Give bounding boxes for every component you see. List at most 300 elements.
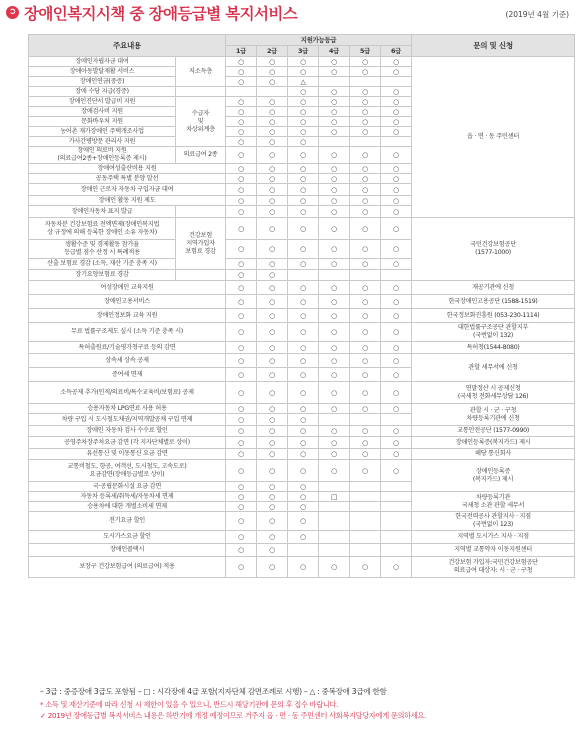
eligibility-mark: ○: [288, 196, 319, 206]
eligibility-mark: ○: [288, 426, 319, 437]
eligibility-mark: ○: [350, 368, 381, 382]
table-row: [29, 460, 575, 482]
eligibility-mark: ○: [381, 117, 412, 127]
inquiry-contact: 해당 통신회사: [412, 449, 575, 460]
title-bar: [0, 0, 579, 26]
eligibility-mark: ○: [226, 404, 257, 414]
eligibility-mark: ○: [226, 482, 257, 492]
service-name: 자동차분 건강보험료 전액면제(장애인복지법 상 규정에 의해 등록한 장애인 소유 자동차): [29, 218, 176, 240]
eligibility-mark: ○: [381, 218, 412, 240]
grade-header: 4급: [319, 46, 350, 57]
eligibility-mark: ○: [257, 240, 288, 259]
eligibility-mark: ○: [288, 184, 319, 196]
eligibility-mark: ○: [319, 368, 350, 382]
eligibility-mark: ○: [288, 531, 319, 544]
eligibility-mark: [381, 270, 412, 281]
eligibility-category: 의료급여 2종: [176, 147, 226, 164]
eligibility-mark: ○: [257, 259, 288, 270]
eligibility-mark: ○: [319, 184, 350, 196]
eligibility-mark: ○: [319, 87, 350, 97]
eligibility-mark: ○: [381, 174, 412, 184]
eligibility-mark: ○: [381, 259, 412, 270]
table-row: [29, 342, 575, 354]
eligibility-mark: ○: [381, 342, 412, 354]
service-name: 교통비철도, 항공, 여객선, 도시철도, 고속도로) 요금감면(장애등급별로 상이): [29, 460, 226, 482]
service-name: 장애인진단서 발급비 지원: [29, 97, 176, 107]
eligibility-mark: ○: [288, 281, 319, 295]
service-name: 상속세 상속 공제: [29, 354, 226, 368]
eligibility-category-empty: [176, 206, 226, 218]
grade-header: 2급: [257, 46, 288, 57]
service-name: 장애인콜택시: [29, 544, 226, 557]
inquiry-contact: 대한법률구조공단 관할지부 (국번없이 132): [412, 323, 575, 342]
eligibility-mark: ○: [381, 57, 412, 67]
service-name: 도시가스요금 할인: [29, 531, 226, 544]
eligibility-mark: ○: [288, 404, 319, 414]
eligibility-mark: ○: [226, 354, 257, 368]
inquiry-contact: 읍 · 면 · 동 주민센터: [412, 57, 575, 218]
eligibility-mark: ○: [381, 206, 412, 218]
eligibility-mark: ○: [350, 295, 381, 309]
eligibility-mark: ○: [226, 57, 257, 67]
eligibility-mark: ○: [350, 174, 381, 184]
eligibility-mark: ○: [226, 240, 257, 259]
eligibility-mark: ○: [350, 117, 381, 127]
service-name: 무료 법률구조제도 실시 (소득 기준 충족 시): [29, 323, 226, 342]
eligibility-mark: ○: [381, 67, 412, 77]
eligibility-mark: ○: [381, 164, 412, 174]
table-row: [29, 295, 575, 309]
eligibility-mark: ○: [319, 382, 350, 404]
eligibility-mark: ○: [319, 164, 350, 174]
inquiry-contact: 장애인등록증 (복지카드) 제시: [412, 460, 575, 492]
eligibility-mark: ○: [257, 437, 288, 449]
eligibility-mark: ○: [257, 342, 288, 354]
eligibility-mark: ○: [257, 492, 288, 502]
service-name: 장애 수당 지급(경증): [29, 87, 176, 97]
table-row: [29, 512, 575, 531]
table-row: [29, 449, 575, 460]
eligibility-mark: ○: [257, 107, 288, 117]
eligibility-mark: ○: [226, 323, 257, 342]
eligibility-mark: [350, 77, 381, 87]
eligibility-mark: ○: [257, 449, 288, 460]
eligibility-mark: ○: [257, 147, 288, 164]
eligibility-mark: ○: [257, 512, 288, 531]
eligibility-mark: ○: [319, 323, 350, 342]
eligibility-mark: ○: [257, 137, 288, 147]
eligibility-mark: ○: [288, 482, 319, 492]
service-name: 유선통신 및 이동통신 요금 감면: [29, 449, 226, 460]
eligibility-mark: ○: [226, 426, 257, 437]
eligibility-mark: [319, 512, 350, 531]
eligibility-mark: ○: [226, 107, 257, 117]
eligibility-mark: ○: [288, 137, 319, 147]
eligibility-mark: ○: [226, 309, 257, 323]
table-row: [29, 544, 575, 557]
eligibility-mark: [350, 137, 381, 147]
eligibility-mark: ○: [288, 67, 319, 77]
service-name: 장애인 활동 지원 제도: [29, 196, 226, 206]
inquiry-contact: 차량등록기관 국세청 소관 관할 세무서: [412, 492, 575, 512]
eligibility-mark: ○: [381, 368, 412, 382]
grade-header: 5급: [350, 46, 381, 57]
eligibility-mark: ○: [350, 67, 381, 77]
eligibility-mark: ○: [226, 97, 257, 107]
eligibility-mark: ○: [257, 544, 288, 557]
eligibility-mark: ○: [257, 127, 288, 137]
service-name: 산출 보험료 경감 (소득, 재산 기준 충족 시): [29, 259, 176, 270]
eligibility-mark: ○: [226, 382, 257, 404]
eligibility-mark: ○: [288, 117, 319, 127]
service-name: 보장구 건강보험급여 (의료급여) 적용: [29, 557, 226, 578]
eligibility-mark: ○: [319, 174, 350, 184]
inquiry-contact: 장애인등록증(복지카드) 제시: [412, 437, 575, 449]
eligibility-mark: ○: [288, 382, 319, 404]
eligibility-mark: ○: [257, 117, 288, 127]
eligibility-mark: ○: [226, 437, 257, 449]
eligibility-mark: ○: [319, 460, 350, 482]
service-name: 증여세 면제: [29, 368, 226, 382]
eligibility-mark: [257, 87, 288, 97]
service-name: 여성장애인 교육지원: [29, 281, 226, 295]
eligibility-mark: ○: [288, 174, 319, 184]
table-row: [29, 426, 575, 437]
eligibility-mark: ○: [226, 544, 257, 557]
eligibility-mark: ○: [226, 557, 257, 578]
eligibility-mark: ○: [226, 164, 257, 174]
eligibility-mark: ○: [288, 259, 319, 270]
service-name: 장애검사비 지원: [29, 107, 176, 117]
service-name: 장애인자립자금 대여: [29, 57, 176, 67]
eligibility-mark: ○: [288, 97, 319, 107]
eligibility-mark: ○: [288, 240, 319, 259]
inquiry-contact: 한국정보화진흥원 (053-230-1114): [412, 309, 575, 323]
eligibility-mark: ○: [319, 196, 350, 206]
arrow-circle-icon: ➲: [6, 6, 19, 19]
eligibility-mark: ○: [288, 57, 319, 67]
eligibility-mark: ○: [381, 196, 412, 206]
eligibility-mark: ○: [257, 270, 288, 281]
table-row: [29, 557, 575, 578]
table-row: [29, 309, 575, 323]
eligibility-mark: ○: [319, 449, 350, 460]
eligibility-mark: ○: [350, 97, 381, 107]
eligibility-mark: ○: [226, 449, 257, 460]
eligibility-mark: ○: [226, 295, 257, 309]
inquiry-contact: 한국전력공사 관할지사 · 지점 (국번없이 123): [412, 512, 575, 531]
eligibility-mark: ○: [226, 218, 257, 240]
service-name: 장애인연금(중증): [29, 77, 176, 87]
eligibility-mark: ○: [288, 323, 319, 342]
service-name: 장애인자동차 표지 발급: [29, 206, 176, 218]
eligibility-mark: ○: [319, 281, 350, 295]
eligibility-mark: [381, 137, 412, 147]
eligibility-mark: ○: [257, 206, 288, 218]
page-title: 장애인복지시책 중 장애등급별 복지서비스: [24, 5, 298, 23]
eligibility-mark: ○: [288, 354, 319, 368]
header-service: 주요내용: [29, 35, 226, 57]
eligibility-mark: ○: [381, 354, 412, 368]
eligibility-mark: ○: [288, 502, 319, 512]
service-name: 장애여성출산비용 지원: [29, 164, 226, 174]
eligibility-mark: ○: [350, 127, 381, 137]
eligibility-mark: ○: [381, 107, 412, 117]
eligibility-mark: ○: [226, 368, 257, 382]
eligibility-mark: ○: [350, 426, 381, 437]
eligibility-mark: ○: [319, 107, 350, 117]
eligibility-mark: ○: [288, 460, 319, 482]
eligibility-mark: ○: [381, 147, 412, 164]
eligibility-mark: ○: [288, 164, 319, 174]
inquiry-contact: 교통안전공단 (1577-0990): [412, 426, 575, 437]
eligibility-mark: ○: [381, 295, 412, 309]
eligibility-mark: ○: [226, 270, 257, 281]
eligibility-mark: ○: [288, 342, 319, 354]
table-row: [29, 57, 575, 67]
table-row: [29, 323, 575, 342]
table-row: [29, 354, 575, 368]
table-row: [29, 492, 575, 502]
inquiry-contact: 관할 세무서에 신청: [412, 354, 575, 382]
eligibility-mark: ○: [381, 97, 412, 107]
eligibility-mark: ○: [350, 323, 381, 342]
eligibility-mark: ○: [257, 557, 288, 578]
eligibility-mark: [319, 482, 350, 492]
service-name: 문화바우처 지원: [29, 117, 176, 127]
eligibility-mark: ○: [319, 57, 350, 67]
eligibility-mark: ○: [257, 404, 288, 414]
eligibility-mark: [350, 544, 381, 557]
eligibility-mark: ○: [319, 218, 350, 240]
eligibility-mark: [319, 544, 350, 557]
inquiry-contact: 국민건강보험공단 (1577-1000): [412, 218, 575, 281]
eligibility-mark: ○: [381, 557, 412, 578]
eligibility-mark: ○: [226, 502, 257, 512]
eligibility-mark: [381, 414, 412, 426]
eligibility-mark: ○: [257, 323, 288, 342]
eligibility-mark: ○: [381, 184, 412, 196]
inquiry-contact: 연말정산 시 공제신청 (국세청 전화세무상담 126): [412, 382, 575, 404]
eligibility-mark: ○: [288, 449, 319, 460]
eligibility-mark: ○: [226, 492, 257, 502]
service-name: 전기요금 할인: [29, 512, 226, 531]
grade-header: 3급: [288, 46, 319, 57]
eligibility-mark: ○: [288, 87, 319, 97]
table-row: [29, 404, 575, 414]
eligibility-mark: ○: [226, 531, 257, 544]
eligibility-mark: ○: [226, 127, 257, 137]
header-grade-group: 지원가능등급: [226, 35, 412, 46]
table-row: [29, 531, 575, 544]
eligibility-mark: [319, 77, 350, 87]
inquiry-contact: 건강보험 가입자:국민건강보험공단 의료급여 대상자: 시 · 군 · 구청: [412, 557, 575, 578]
eligibility-mark: [350, 482, 381, 492]
inquiry-contact: 지역별 교통약자 이동지원센터: [412, 544, 575, 557]
eligibility-mark: ○: [257, 426, 288, 437]
eligibility-mark: [350, 531, 381, 544]
eligibility-mark: [381, 492, 412, 502]
eligibility-mark: ○: [319, 426, 350, 437]
eligibility-mark: ○: [381, 426, 412, 437]
eligibility-mark: ○: [257, 67, 288, 77]
eligibility-mark: ○: [226, 512, 257, 531]
eligibility-mark: ○: [226, 259, 257, 270]
eligibility-mark: [319, 137, 350, 147]
eligibility-mark: ○: [319, 67, 350, 77]
eligibility-mark: ○: [350, 449, 381, 460]
eligibility-mark: [381, 512, 412, 531]
income-criteria-note: * 소득 및 재산기준에 따라 신청 시 제한이 있을 수 있으니, 반드시 해당기관에 문의 후 접수 바랍니다.: [40, 700, 339, 709]
eligibility-mark: ○: [350, 382, 381, 404]
eligibility-mark: ○: [226, 137, 257, 147]
eligibility-mark: ○: [257, 57, 288, 67]
eligibility-mark: ○: [350, 57, 381, 67]
table-row: [29, 281, 575, 295]
eligibility-mark: [288, 544, 319, 557]
eligibility-mark: ○: [257, 502, 288, 512]
service-name: 장애아동발달재활 서비스: [29, 67, 176, 77]
eligibility-mark: ○: [288, 206, 319, 218]
eligibility-mark: [381, 544, 412, 557]
service-name: 공영주차장주차요금 감면 (각 지자단체별로 상이): [29, 437, 226, 449]
eligibility-mark: ○: [288, 107, 319, 117]
eligibility-mark: ○: [381, 240, 412, 259]
inquiry-contact: 재공기관에 신청: [412, 281, 575, 295]
eligibility-mark: ○: [257, 368, 288, 382]
legend-note: – 3급 : 중증장애 3급도 포함됨 – □ : 시각장애 4급 포함(지자단체 감면조례로 시행) – △ : 중복장애 3급에 한함: [40, 687, 387, 696]
eligibility-mark: ○: [350, 87, 381, 97]
grade-header: 1급: [226, 46, 257, 57]
eligibility-mark: ○: [288, 295, 319, 309]
eligibility-mark: ○: [288, 218, 319, 240]
grade-header: 6급: [381, 46, 412, 57]
eligibility-mark: ○: [257, 77, 288, 87]
service-name: 농어촌 재가장애인 주택개조사업: [29, 127, 176, 137]
eligibility-mark: ○: [350, 437, 381, 449]
eligibility-mark: ○: [226, 67, 257, 77]
eligibility-mark: [319, 270, 350, 281]
eligibility-mark: ○: [381, 460, 412, 482]
eligibility-mark: ○: [257, 295, 288, 309]
eligibility-mark: ○: [257, 382, 288, 404]
eligibility-mark: ○: [226, 460, 257, 482]
eligibility-mark: ○: [319, 240, 350, 259]
eligibility-mark: [350, 492, 381, 502]
eligibility-mark: ○: [350, 259, 381, 270]
eligibility-mark: ○: [288, 512, 319, 531]
service-name: 자동차 등록세/취득세/자동차세 면제: [29, 492, 226, 502]
eligibility-mark: ○: [288, 437, 319, 449]
eligibility-mark: ○: [257, 414, 288, 426]
service-name: 장애인 자동차 검사 수수료 할인: [29, 426, 226, 437]
eligibility-mark: ○: [381, 127, 412, 137]
service-name: 승용자동차 LPG연료 사용 허용: [29, 404, 226, 414]
eligibility-mark: ○: [257, 354, 288, 368]
eligibility-mark: ○: [226, 342, 257, 354]
eligibility-mark: ○: [257, 460, 288, 482]
eligibility-mark: ○: [319, 127, 350, 137]
eligibility-mark: [226, 87, 257, 97]
eligibility-category: 저소득층: [176, 57, 226, 87]
eligibility-mark: ○: [319, 437, 350, 449]
inquiry-contact: 관할 시 · 군 · 구청 차량등록기관에 신청: [412, 404, 575, 426]
eligibility-mark: ○: [350, 147, 381, 164]
table-row: [29, 382, 575, 404]
eligibility-mark: ○: [288, 414, 319, 426]
eligibility-mark: ○: [350, 309, 381, 323]
eligibility-mark: ○: [257, 531, 288, 544]
eligibility-mark: △: [288, 77, 319, 87]
eligibility-mark: ○: [350, 218, 381, 240]
eligibility-mark: ○: [257, 218, 288, 240]
eligibility-mark: ○: [350, 404, 381, 414]
eligibility-mark: [350, 512, 381, 531]
eligibility-mark: ○: [257, 164, 288, 174]
eligibility-mark: ○: [319, 259, 350, 270]
eligibility-mark: [381, 502, 412, 512]
eligibility-mark: ○: [381, 309, 412, 323]
service-name: 장애인정보화 교육 지원: [29, 309, 226, 323]
eligibility-category-empty: [176, 270, 226, 281]
eligibility-mark: ○: [288, 492, 319, 502]
eligibility-mark: ○: [319, 295, 350, 309]
eligibility-mark: [381, 531, 412, 544]
eligibility-mark: ○: [350, 107, 381, 117]
service-name: 특허출원료/기술평가청구료 등의 감면: [29, 342, 226, 354]
eligibility-mark: [350, 414, 381, 426]
eligibility-mark: ○: [319, 354, 350, 368]
eligibility-mark: ○: [381, 404, 412, 414]
eligibility-mark: ○: [381, 281, 412, 295]
eligibility-mark: ○: [381, 87, 412, 97]
eligibility-mark: ○: [226, 117, 257, 127]
eligibility-mark: ○: [288, 147, 319, 164]
service-name: 소득공제 추가(인적/의료비/특수교육비/보험료) 공제: [29, 382, 226, 404]
eligibility-mark: [319, 502, 350, 512]
eligibility-mark: ○: [350, 206, 381, 218]
eligibility-mark: ○: [257, 281, 288, 295]
eligibility-mark: ○: [288, 309, 319, 323]
eligibility-mark: [381, 482, 412, 492]
eligibility-mark: [381, 77, 412, 87]
eligibility-mark: ○: [350, 354, 381, 368]
eligibility-mark: ○: [226, 174, 257, 184]
revision-note: ✓ 2019년 장애등급별 복지서비스 내용은 하반기에 개정 예정이므로 거주지 읍 · 면 · 동 주민센터 사회복지담당자에게 문의하세요.: [40, 711, 427, 720]
eligibility-category: 건강보험 지역가입자 보험료 경감: [176, 218, 226, 270]
eligibility-mark: [350, 270, 381, 281]
eligibility-mark: ○: [350, 164, 381, 174]
eligibility-mark: ○: [257, 482, 288, 492]
service-name: 승용차에 대한 개별소비세 면제: [29, 502, 226, 512]
eligibility-mark: ○: [319, 117, 350, 127]
eligibility-mark: ○: [350, 240, 381, 259]
inquiry-contact: 한국장애인고용공단 (1588-1519): [412, 295, 575, 309]
eligibility-mark: ○: [226, 77, 257, 87]
eligibility-mark: ○: [288, 368, 319, 382]
welfare-services-table: [28, 34, 575, 578]
eligibility-mark: ○: [319, 97, 350, 107]
eligibility-mark: ○: [288, 127, 319, 137]
table-row: [29, 437, 575, 449]
service-name: 장애인 근로자 자동차 구입자금 대여: [29, 184, 226, 196]
service-name: 차량 구입 시 도시철도채권/지역개발공채 구입 면제: [29, 414, 226, 426]
eligibility-mark: ○: [257, 309, 288, 323]
eligibility-mark: ○: [319, 557, 350, 578]
inquiry-contact: 특허청(1544-8080): [412, 342, 575, 354]
eligibility-category-empty: [176, 87, 226, 97]
eligibility-mark: ○: [257, 196, 288, 206]
